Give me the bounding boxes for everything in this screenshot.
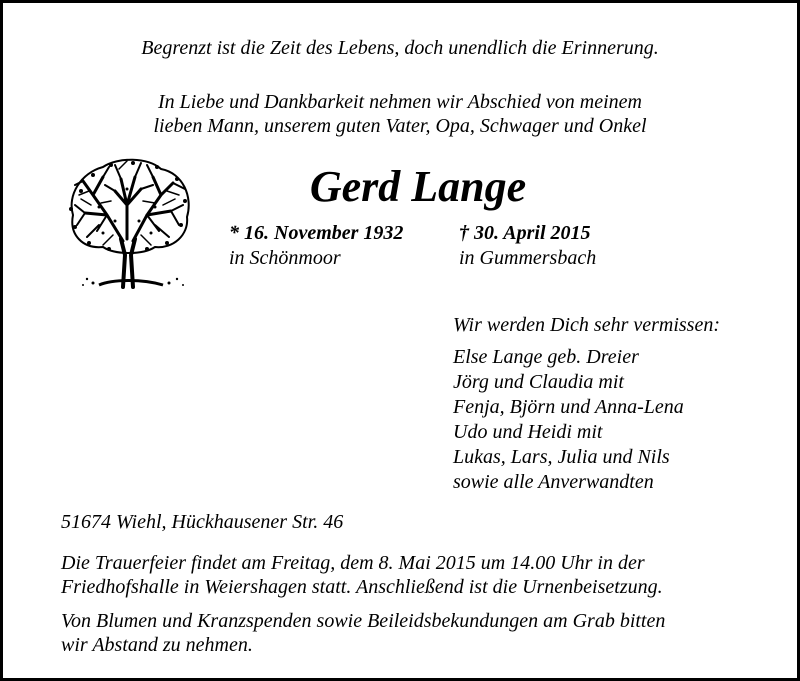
motto: Begrenzt ist die Zeit des Lebens, doch unendlich die Erinnerung.	[141, 37, 659, 59]
birth-date: * 16. November 1932	[229, 222, 404, 244]
tree-icon	[63, 155, 195, 289]
mourners-heading: Wir werden Dich sehr vermissen:	[453, 314, 720, 336]
ceremony-line-2: Friedhofshalle in Weiershagen statt. Anschließend ist die Urnenbeisetzung.	[61, 576, 663, 598]
intro-line-1: In Liebe und Dankbarkeit nehmen wir Abschied von meinem	[158, 91, 642, 113]
address: 51674 Wiehl, Hückhausener Str. 46	[61, 511, 344, 533]
death-place: in Gummersbach	[459, 247, 597, 269]
mourner-name: sowie alle Anverwandten	[453, 471, 654, 493]
ceremony-line-1: Die Trauerfeier findet am Freitag, dem 8. Mai 2015 um 14.00 Uhr in der	[61, 552, 645, 574]
mourner-name: Else Lange geb. Dreier	[453, 346, 639, 368]
deceased-name: Gerd Lange	[309, 162, 527, 211]
mourner-name: Lukas, Lars, Julia und Nils	[453, 446, 670, 468]
request-line-2: wir Abstand zu nehmen.	[61, 634, 253, 656]
mourner-name: Jörg und Claudia mit	[453, 371, 624, 393]
mourner-name: Fenja, Björn und Anna-Lena	[453, 396, 684, 418]
birth-place: in Schönmoor	[229, 247, 341, 269]
death-date: † 30. April 2015	[459, 222, 591, 244]
intro-line-2: lieben Mann, unserem guten Vater, Opa, Schwager und Onkel	[153, 115, 647, 137]
request-line-1: Von Blumen und Kranzspenden sowie Beileidsbekundungen am Grab bitten	[61, 610, 666, 632]
mourner-name: Udo und Heidi mit	[453, 421, 603, 443]
